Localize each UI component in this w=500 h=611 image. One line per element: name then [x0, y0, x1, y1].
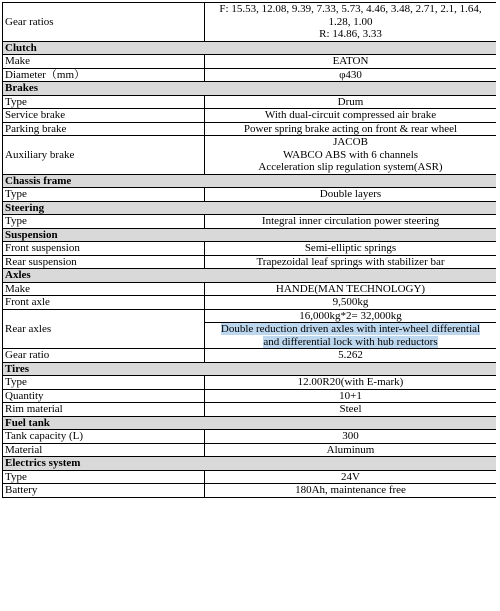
spec-value [205, 188, 497, 202]
spec-value-line: Power spring brake acting on front & rear wheel [243, 122, 458, 135]
spec-value [205, 323, 497, 349]
spec-label: Quantity [3, 389, 205, 403]
spec-value-line: JACOB [333, 136, 368, 148]
spec-row [3, 349, 497, 363]
specification-table [2, 2, 496, 498]
spec-label: Rear axles [3, 309, 205, 349]
spec-value-line: Integral inner circulation power steering [261, 215, 440, 227]
spec-row [3, 122, 497, 136]
spec-row [3, 255, 497, 269]
section-title: Suspension [3, 228, 497, 242]
section-header-row [3, 41, 497, 55]
spec-row [3, 215, 497, 229]
spec-label: Gear ratios [3, 3, 205, 42]
spec-label: Front suspension [3, 242, 205, 256]
spec-row [3, 68, 497, 82]
section-header-row [3, 174, 497, 188]
spec-label: Gear ratio [3, 349, 205, 363]
section-title: Electrics system [3, 457, 497, 471]
spec-label: Auxiliary brake [3, 136, 205, 175]
spec-label: Service brake [3, 109, 205, 123]
spec-row [3, 389, 497, 403]
spec-label: Rear suspension [3, 255, 205, 269]
specification-table-body [3, 3, 497, 498]
spec-label: Type [3, 470, 205, 484]
spec-value-line: 16,000kg*2= 32,000kg [299, 309, 402, 322]
spec-value-line: Semi-elliptic springs [304, 242, 397, 254]
section-header-row [3, 228, 497, 242]
spec-value-line: φ430 [339, 68, 362, 81]
section-title: Chassis frame [3, 174, 497, 188]
spec-value-line: Double layers [319, 188, 382, 200]
spec-value [205, 255, 497, 269]
spec-label: Type [3, 215, 205, 229]
spec-label: Make [3, 55, 205, 69]
section-header-row [3, 201, 497, 215]
spec-row [3, 3, 497, 42]
spec-value [205, 296, 497, 310]
spec-value [205, 109, 497, 123]
spec-row [3, 376, 497, 390]
spec-value [205, 349, 497, 363]
section-title: Fuel tank [3, 416, 497, 430]
spec-value-line: R: 14.86, 3.33 [319, 28, 382, 40]
section-header-row [3, 362, 497, 376]
spec-row [3, 136, 497, 175]
spec-value [205, 309, 497, 323]
spec-row [3, 309, 497, 323]
spec-value [205, 242, 497, 256]
spec-value [205, 3, 497, 42]
spec-value [205, 403, 497, 417]
spec-row [3, 296, 497, 310]
spec-value [205, 376, 497, 390]
spec-value-line: 9,500kg [332, 296, 369, 308]
spec-label: Type [3, 95, 205, 109]
spec-value [205, 484, 497, 498]
spec-value-line: 12.00R20(with E-mark) [297, 376, 404, 388]
spec-row [3, 109, 497, 123]
spec-label: Type [3, 376, 205, 390]
spec-value [205, 122, 497, 136]
spec-value [205, 282, 497, 296]
spec-row [3, 95, 497, 109]
spec-value-line: 5.262 [338, 349, 363, 361]
spec-value-line: 180Ah, maintenance free [295, 484, 406, 496]
spec-value-line [207, 336, 494, 349]
spec-label: Battery [3, 484, 205, 498]
spec-value-line: 24V [341, 470, 360, 483]
spec-row [3, 484, 497, 498]
spec-row [3, 430, 497, 444]
spec-value-line: HANDE(MAN TECHNOLOGY) [275, 282, 426, 295]
spec-value-line: WABCO ABS with 6 channels [282, 148, 419, 161]
spec-value-line: EATON [332, 55, 369, 67]
section-title: Tires [3, 362, 497, 376]
spec-row [3, 403, 497, 417]
section-title: Brakes [3, 82, 497, 96]
spec-row [3, 188, 497, 202]
spec-value [205, 443, 497, 457]
section-title: Steering [3, 201, 497, 215]
spec-value-line: Drum [337, 95, 364, 108]
section-title: Clutch [3, 41, 497, 55]
spec-value-line [207, 323, 494, 336]
spec-row [3, 55, 497, 69]
spec-value [205, 215, 497, 229]
section-header-row [3, 82, 497, 96]
section-header-row [3, 457, 497, 471]
spec-value [205, 136, 497, 175]
spec-sheet-page [2, 2, 496, 611]
spec-value-line: 300 [342, 430, 359, 442]
spec-label: Front axle [3, 296, 205, 310]
spec-value-line: Aluminum [326, 443, 375, 456]
spec-value [205, 470, 497, 484]
spec-label: Material [3, 443, 205, 457]
spec-value [205, 68, 497, 82]
spec-value-line: With dual-circuit compressed air brake [264, 109, 437, 121]
spec-row [3, 282, 497, 296]
highlighted-text: and differential lock with hub reductors [263, 335, 438, 348]
spec-row [3, 242, 497, 256]
section-header-row [3, 416, 497, 430]
spec-value [205, 95, 497, 109]
section-title: Axles [3, 269, 497, 283]
highlighted-text: Double reduction driven axles with inter-wheel differential [220, 323, 481, 335]
spec-label: Type [3, 188, 205, 202]
spec-row [3, 443, 497, 457]
spec-label: Make [3, 282, 205, 296]
spec-label: Parking brake [3, 122, 205, 136]
spec-value-line: Acceleration slip regulation system(ASR) [258, 161, 443, 173]
spec-value-line: 10+1 [339, 389, 362, 402]
spec-row [3, 470, 497, 484]
spec-value-line: Steel [339, 403, 362, 415]
spec-label: Diameter（mm） [3, 68, 205, 82]
spec-value [205, 430, 497, 444]
section-header-row [3, 269, 497, 283]
spec-value-line: 1.28, 1.00 [328, 15, 373, 28]
spec-value [205, 389, 497, 403]
spec-value [205, 55, 497, 69]
spec-label: Tank capacity (L) [3, 430, 205, 444]
spec-label: Rim material [3, 403, 205, 417]
spec-value-line: F: 15.53, 12.08, 9.39, 7.33, 5.73, 4.46, 3.48, 2.71, 2.1, 1.64, [219, 3, 482, 15]
spec-value-line: Trapezoidal leaf springs with stabilizer bar [256, 255, 445, 268]
